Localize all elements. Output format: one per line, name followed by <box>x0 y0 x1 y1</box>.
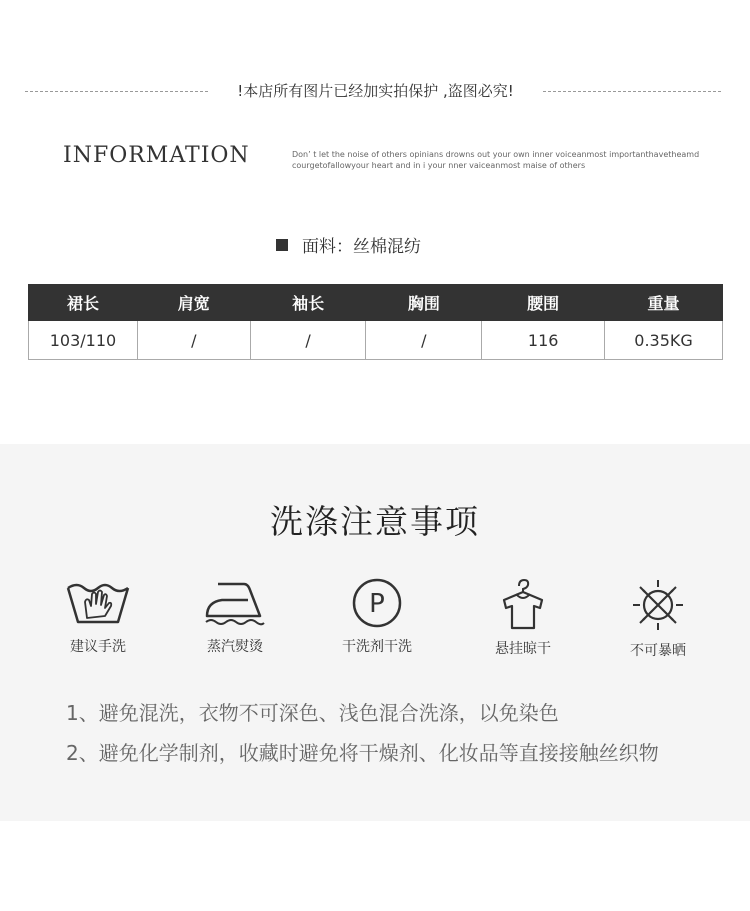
information-heading: INFORMATION <box>63 143 250 168</box>
cell-skirt-length: 103/110 <box>29 321 138 360</box>
care-item-hang-dry <box>473 578 573 658</box>
no-sun-dry-icon <box>631 578 685 632</box>
care-label: 蒸汽熨烫 <box>207 639 263 655</box>
size-table-header-row <box>29 285 723 321</box>
subtitle-line-2: courgetofallowyour heart and in i your nner vaiceanmost maise of others <box>292 161 586 170</box>
information-subtitle <box>292 149 712 171</box>
steam-iron-icon <box>204 578 266 628</box>
care-title: 洗涤注意事项 <box>270 502 480 541</box>
care-label: 悬挂晾干 <box>495 641 551 657</box>
dry-clean-p-icon <box>351 578 403 628</box>
hang-dry-icon <box>498 578 548 630</box>
subtitle-line-1: Don’ t let the noise of others opinians drowns out your own inner voiceanmost importanthavetheamd <box>292 150 700 159</box>
svg-text:P: P <box>369 589 385 619</box>
header-shoulder-width: 肩宽 <box>137 285 250 321</box>
care-note-2: 2、避免化学制剂，收藏时避免将干燥剂、化妆品等直接接触丝织物 <box>66 741 659 765</box>
copyright-notice <box>0 80 750 102</box>
header-sleeve-length: 袖长 <box>250 285 366 321</box>
care-item-steam-iron <box>185 578 285 656</box>
header-bust: 胸围 <box>366 285 482 321</box>
fabric-label: 面料：丝棉混纺 <box>302 237 421 257</box>
care-section <box>0 444 750 821</box>
cell-shoulder-width: / <box>137 321 250 360</box>
care-item-dry-clean <box>327 578 427 656</box>
care-label: 建议手洗 <box>70 639 126 655</box>
table-row <box>29 321 723 360</box>
cell-bust: / <box>366 321 482 360</box>
header-skirt-length: 裙长 <box>29 285 138 321</box>
cell-sleeve-length: / <box>250 321 366 360</box>
cell-waist: 116 <box>482 321 605 360</box>
header-weight: 重量 <box>605 285 723 321</box>
copyright-notice-text: !本店所有图片已经加实拍保护 ,盗图必究! <box>237 82 514 100</box>
square-bullet-icon <box>276 239 288 251</box>
hand-wash-icon <box>65 578 131 628</box>
care-item-no-sun <box>608 578 708 660</box>
dashed-divider-right <box>543 91 721 92</box>
size-table <box>28 284 723 360</box>
header-waist: 腰围 <box>482 285 605 321</box>
care-label: 不可暴晒 <box>630 643 686 659</box>
cell-weight: 0.35KG <box>605 321 723 360</box>
care-label: 干洗剂干洗 <box>342 639 412 655</box>
dashed-divider-left <box>25 91 208 92</box>
care-note-1: 1、避免混洗，衣物不可深色、浅色混合洗涤，以免染色 <box>66 701 559 725</box>
fabric-info <box>276 232 421 257</box>
care-item-hand-wash <box>48 578 148 656</box>
